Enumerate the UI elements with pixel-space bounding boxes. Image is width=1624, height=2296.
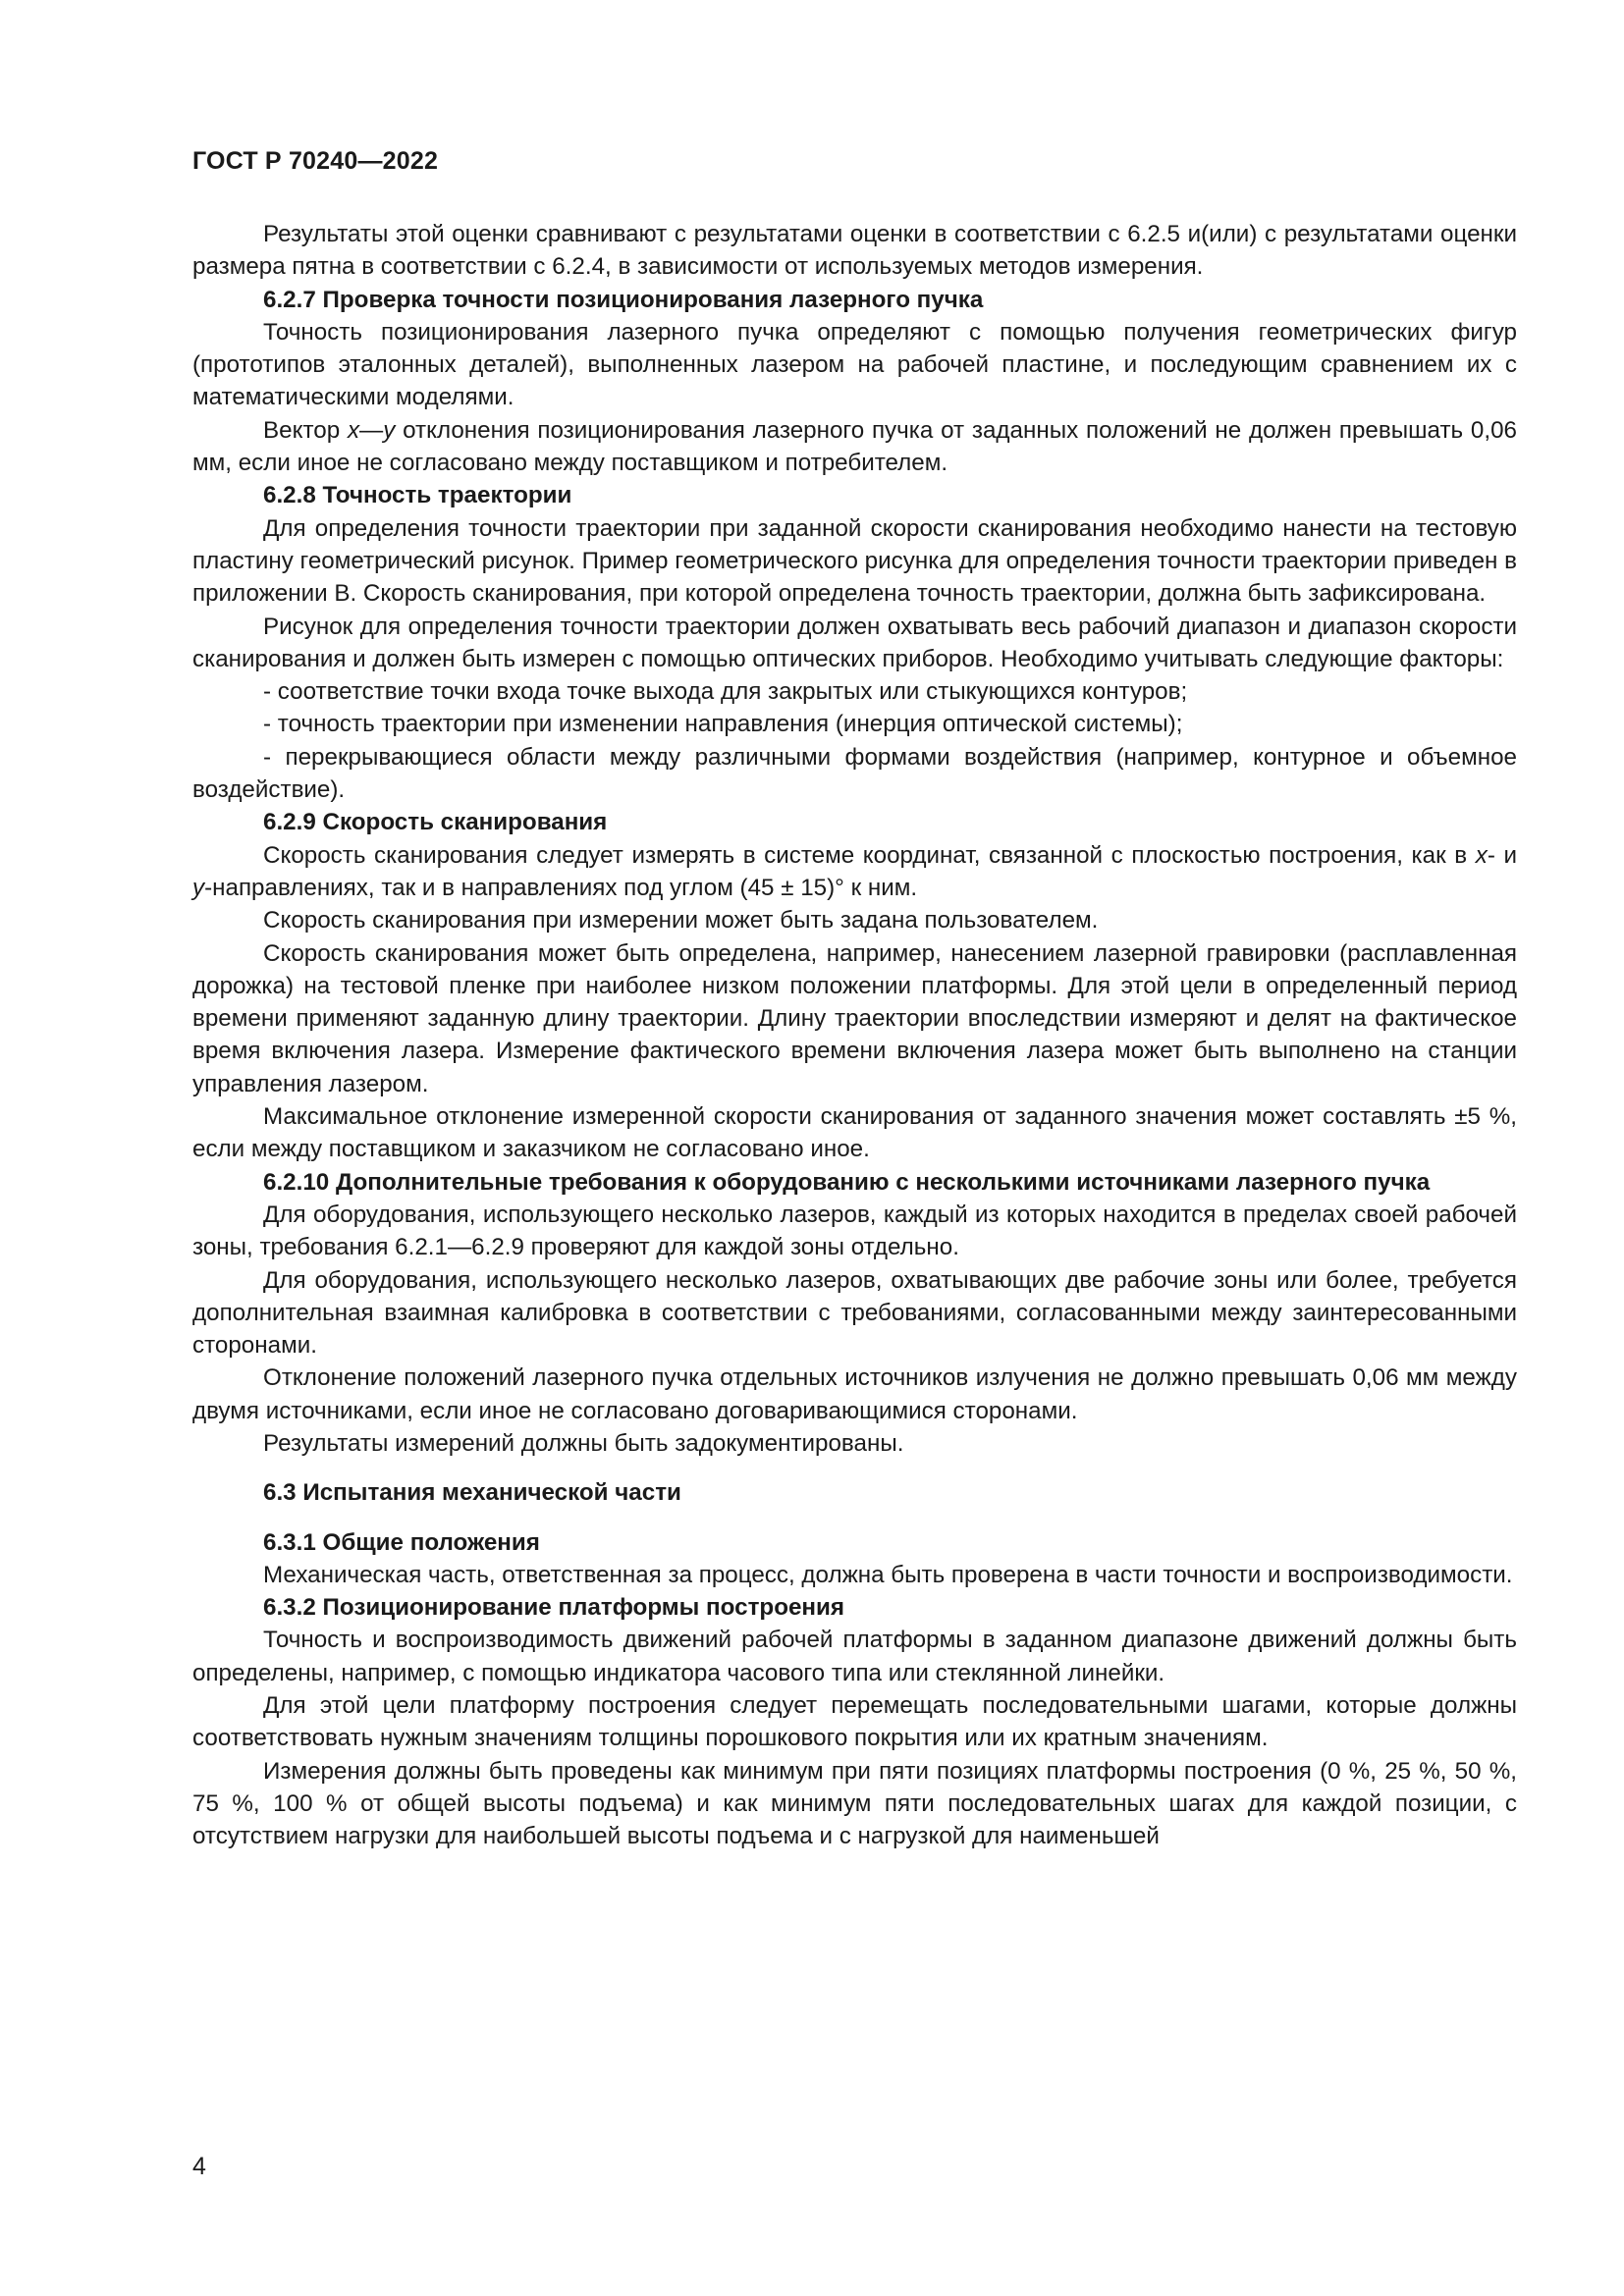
list-item: - перекрывающиеся области между различными формами воздействия (например, контурное и объемное воздействие). bbox=[192, 743, 1517, 804]
paragraph: Точность и воспроизводимость движений рабочей платформы в заданном диапазоне движений должны быть определены, например, с помощью индикатора часового типа или стеклянной линейки. bbox=[192, 1627, 1517, 1686]
paragraph: Результаты измерений должны быть задокументированы. bbox=[263, 1429, 904, 1457]
section-heading: 6.2.7 Проверка точности позиционирования лазерного пучка bbox=[263, 286, 984, 313]
list-item: - точность траектории при изменении направления (инерция оптической системы); bbox=[263, 711, 1183, 738]
section-heading: 6.3.1 Общие положения bbox=[263, 1528, 540, 1556]
standard-header: ГОСТ Р 70240—2022 bbox=[192, 147, 439, 175]
paragraph: Для оборудования, использующего несколько лазеров, каждый из которых находится в пределах своей рабочей зоны, требования 6.2.1—6.2.9 проверяют для каждой зоны отдельно. bbox=[192, 1201, 1517, 1261]
paragraph: Для этой цели платформу построения следует перемещать последовательными шагами, которые должны соответствовать нужным значениям толщины порошкового покрытия или их кратным значениям. bbox=[192, 1692, 1517, 1752]
paragraph: Точность позиционирования лазерного пучка определяют с помощью получения геометрических фигур (прототипов эталонных деталей), выполненных лазером на рабочей пластине, и последующим сравнением их с математическими моделями. bbox=[192, 318, 1517, 411]
section-heading: 6.2.8 Точность траектории bbox=[263, 482, 572, 509]
paragraph: Максимальное отклонение измеренной скорости сканирования от заданного значения может составлять ±5 %, если между поставщиком и заказчиком не согласовано иное. bbox=[192, 1103, 1517, 1163]
paragraph: Измерения должны быть проведены как минимум при пяти позициях платформы построения (0 %, 25 %, 50 %, 75 %, 100 % от общей высоты подъема) и как минимум пяти последовательных шагах для каждой позиции, с отсутствием нагрузки для наибольшей высоты подъема и с нагрузкой для наименьшей bbox=[192, 1757, 1517, 1850]
section-heading: 6.3.2 Позиционирование платформы построения bbox=[263, 1594, 845, 1622]
paragraph: Вектор x—y отклонения позиционирования лазерного пучка от заданных положений не должен превышать 0,06 мм, если иное не согласовано между поставщиком и потребителем. bbox=[192, 416, 1517, 477]
section-heading: 6.2.10 Дополнительные требования к оборудованию с несколькими источниками лазерного пучка bbox=[263, 1168, 1431, 1196]
paragraph: Механическая часть, ответственная за процесс, должна быть проверена в части точности и воспроизводимости. bbox=[263, 1561, 1513, 1588]
paragraph: Скорость сканирования может быть определена, например, нанесением лазерной гравировки (расплавленная дорожка) на тестовой пленке при наиболее низком положении платформы. Для этой цели в определенный период времени применяют заданную длину траектории. Длину траектории впоследствии измеряют и делят на фактическое время включения лазера. Измерение фактического времени включения лазера может быть выполнено на станции управления лазером. bbox=[192, 939, 1517, 1097]
paragraph: Отклонение положений лазерного пучка отдельных источников излучения не должно превышать 0,06 мм между двумя источниками, если иное не согласовано договаривающимися сторонами. bbox=[192, 1364, 1517, 1424]
paragraph: Рисунок для определения точности траектории должен охватывать весь рабочий диапазон и диапазон скорости сканирования и должен быть измерен с помощью оптических приборов. Необходимо учитывать следующие факторы: bbox=[192, 613, 1517, 672]
paragraph: Результаты этой оценки сравнивают с результатами оценки в соответствии с 6.2.5 и(или) с результатами оценки размера пятна в соответствии с 6.2.4, в зависимости от используемых методов измерения. bbox=[192, 221, 1517, 281]
section-heading: 6.2.9 Скорость сканирования bbox=[263, 809, 608, 836]
document-body bbox=[192, 218, 1517, 1853]
paragraph: Для оборудования, использующего несколько лазеров, охватывающих две рабочие зоны или более, требуется дополнительная взаимная калибровка в соответствии с требованиями, согласованными между заинтересованными сторонами. bbox=[192, 1266, 1517, 1360]
paragraph: Для определения точности траектории при заданной скорости сканирования необходимо нанести на тестовую пластину геометрический рисунок. Пример геометрического рисунка для определения точности траектории приведен в приложении В. Скорость сканирования, при которой определена точность траектории, должна быть зафиксирована. bbox=[192, 514, 1517, 608]
list-item: - соответствие точки входа точке выхода для закрытых или стыкующихся контуров; bbox=[263, 678, 1188, 706]
paragraph: Скорость сканирования следует измерять в системе координат, связанной с плоскостью построения, как в x- и y-направлениях, так и в направлениях под углом (45 ± 15)° к ним. bbox=[192, 841, 1517, 901]
section-heading: 6.3 Испытания механической части bbox=[263, 1479, 681, 1507]
page-number: 4 bbox=[192, 2153, 206, 2180]
paragraph: Скорость сканирования при измерении может быть задана пользователем. bbox=[263, 907, 1099, 934]
